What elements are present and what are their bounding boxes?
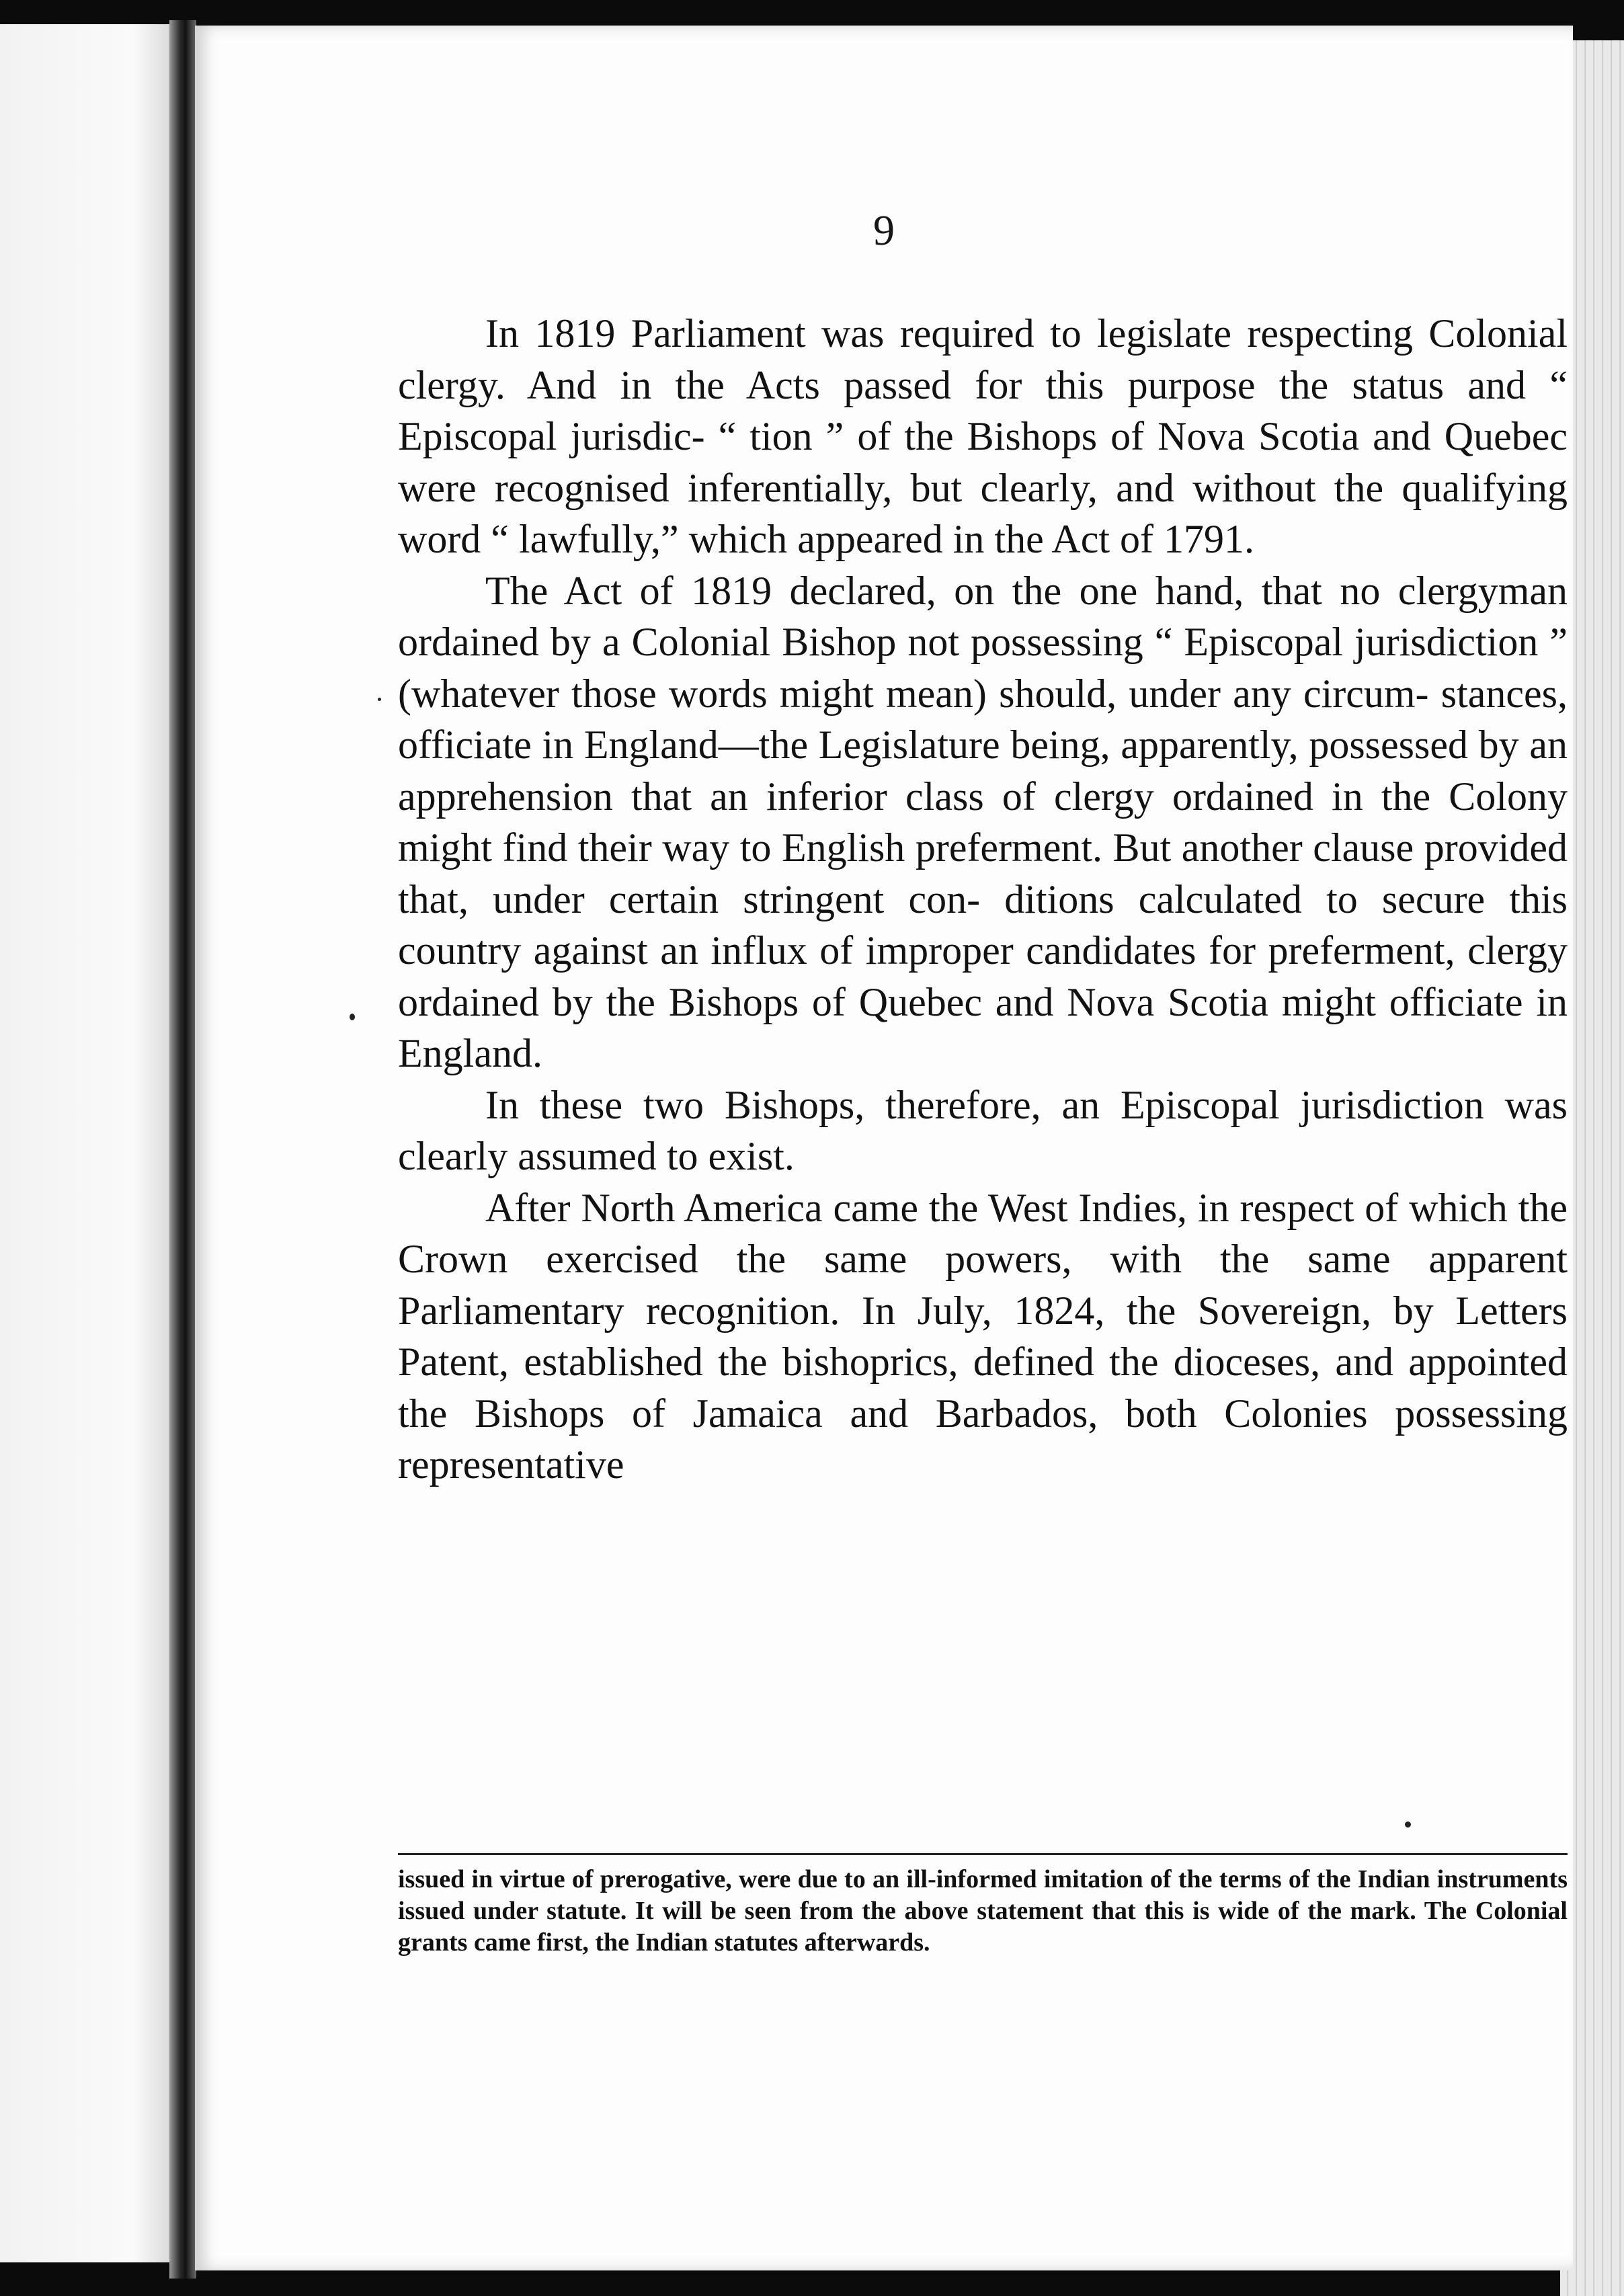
footnote: issued in virtue of prerogative, were due to an ill-informed imitation of the terms of the Indian instruments issued under statute. It will be seen from the above statement that this is wide of the mark. The Colonial grants came first, the Indian statutes afterwards. bbox=[398, 1865, 1568, 1957]
book-page bbox=[195, 26, 1573, 2270]
paragraph-4: After North America came the West Indies, in respect of which the Crown exercised the same powers, with the same apparent Parliamentary recognition. In July, 1824, the Sovereign, by Letters Patent, established the bishoprics, defined the dioceses, and appointed the Bishops of Jamaica and Barbados, both Colonies possessing representative bbox=[398, 1185, 1568, 1487]
previous-page-edge bbox=[0, 24, 192, 2262]
body-text bbox=[398, 308, 1568, 1491]
ink-speck bbox=[1405, 1821, 1411, 1828]
footnote-rule bbox=[398, 1853, 1568, 1855]
paragraph-1: In 1819 Parliament was required to legislate respecting Colonial clergy. And in the Acts passed for this purpose the status and “ Episcopal jurisdic- “ tion ” of the Bishops of Nova Scotia and Quebec were recognised inferentially, but clearly, and without the qualifying word “ lawfully,” which appeared in the Act of 1791. bbox=[398, 311, 1568, 561]
paragraph-3: In these two Bishops, therefore, an Episcopal jurisdiction was clearly assumed to exist. bbox=[398, 1082, 1568, 1178]
book-binding bbox=[169, 20, 196, 2279]
paragraph-2: The Act of 1819 declared, on the one hand, that no clergyman ordained by a Colonial Bishop not possessing “ Episcopal jurisdiction ” (whatever those words might mean) should, under any circum- stances, officiate in England—the Legislature being, apparently, possessed by an apprehension that an inferior class of clergy ordained in the Colony might find their way to English preferment. But another clause provided that, under certain stringent con- ditions calculated to secure this country against an influx of improper candidates for preferment, clergy ordained by the Bishops of Quebec and Nova Scotia might officiate in England. bbox=[398, 568, 1568, 1075]
ink-speck bbox=[350, 1014, 355, 1020]
page-number: 9 bbox=[873, 206, 895, 254]
ink-speck bbox=[378, 698, 381, 701]
